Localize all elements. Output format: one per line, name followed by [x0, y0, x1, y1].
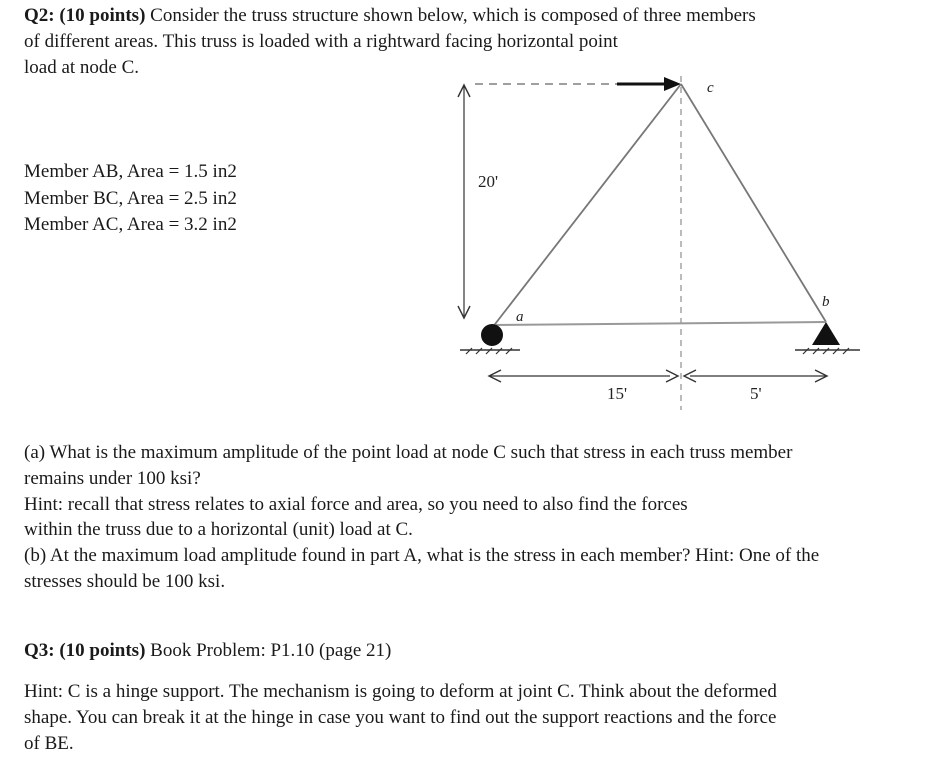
part-b-line-2: stresses should be 100 ksi.: [24, 571, 226, 592]
hint-line-1: Hint: recall that stress relates to axial force and area, so you need to also find the forces: [24, 494, 688, 515]
part-b-line-1: (b) At the maximum load amplitude found in part A, what is the stress in each member? Hint: One of the: [24, 545, 820, 566]
member-ab-line: [492, 322, 826, 325]
support-a: [460, 324, 520, 354]
support-b: [795, 322, 860, 354]
part-a-line-2: remains under 100 ksi?: [24, 468, 201, 489]
q2-intro-text: Consider the truss structure shown below, which is composed of three members: [150, 5, 756, 26]
node-c-label: c: [707, 80, 714, 96]
member-ab: Member AB, Area = 1.5 in2: [24, 161, 237, 182]
q2-heading: Q2: (10 points): [24, 5, 146, 26]
q2-intro-line-3: load at node C.: [24, 57, 140, 78]
q3-hint-line-1: Hint: C is a hinge support. The mechanism is going to deform at joint C. Think about the deformed: [24, 681, 777, 702]
q3-hint-line-2: shape. You can break it at the hinge in case you want to find out the support reactions and the force: [24, 707, 777, 728]
point-load-arrow: [617, 77, 681, 91]
height-dimension: [458, 85, 470, 318]
part-a-line-1: (a) What is the maximum amplitude of the point load at node C such that stress in each truss member: [24, 442, 793, 463]
member-ac: Member AC, Area = 3.2 in2: [24, 214, 237, 235]
span-dimension: [489, 370, 827, 382]
q3-line: [24, 638, 391, 663]
span-right-label: 5': [750, 384, 762, 403]
member-bc: Member BC, Area = 2.5 in2: [24, 188, 237, 209]
member-ac-line: [492, 84, 681, 328]
q3-problem: Book Problem: P1.10 (page 21): [150, 640, 392, 661]
span-left-label: 15': [607, 384, 628, 403]
member-bc-line: [681, 84, 826, 322]
q2-intro-line-2: of different areas. This truss is loaded with a rightward facing horizontal point: [24, 31, 618, 52]
q3-hint-line-3: of BE.: [24, 733, 74, 754]
q3-heading: Q3: (10 points): [24, 640, 146, 661]
node-b-label: b: [822, 294, 830, 310]
hint-line-2: within the truss due to a horizontal (unit) load at C.: [24, 519, 413, 540]
node-a-label: a: [516, 309, 524, 325]
height-label: 20': [478, 172, 499, 191]
